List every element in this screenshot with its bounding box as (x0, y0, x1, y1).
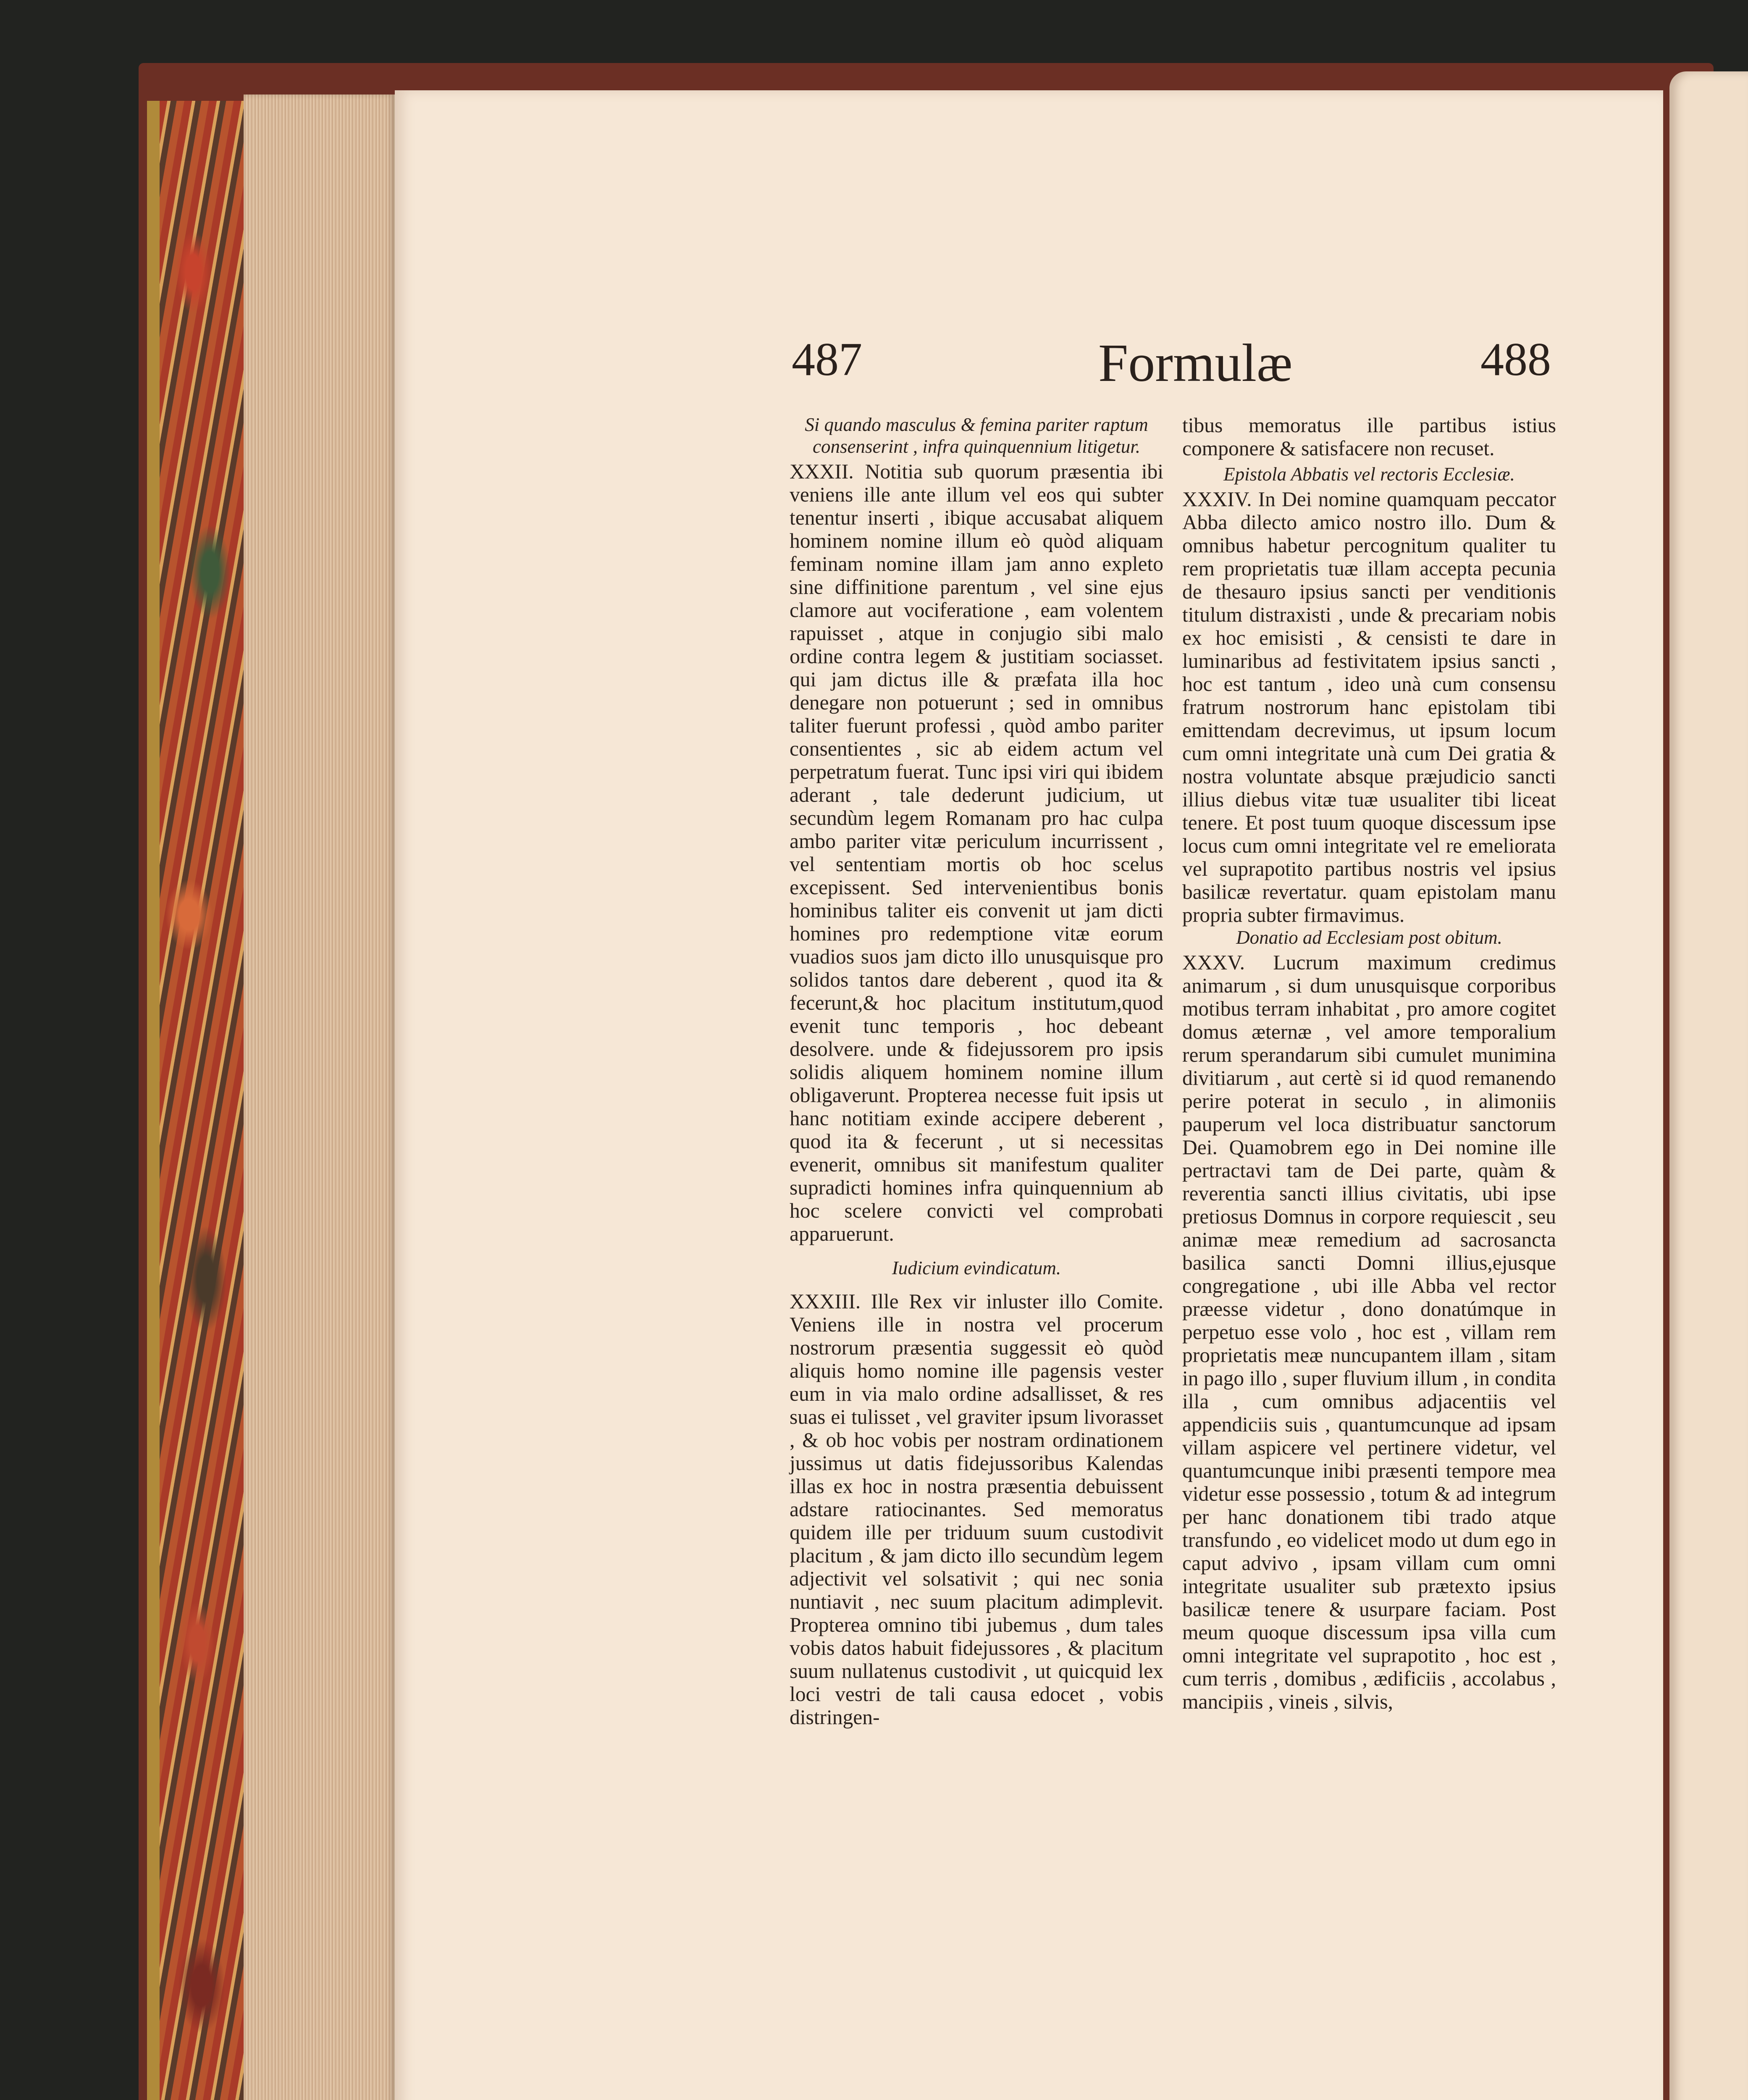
page-edges (244, 94, 395, 2100)
section-heading: Epistola Abbatis vel rectoris Ecclesiæ. (1223, 464, 1515, 485)
left-text-column (790, 414, 1163, 1729)
section-heading: Iudicium evindicatum. (892, 1257, 1061, 1278)
section-heading: Donatio ad Ecclesiam post obitum. (1236, 927, 1502, 948)
page-number-right: 488 (1480, 333, 1551, 386)
section-paragraph: XXXII. Notitia sub quorum præsentia ibi veniens ille ante illum vel eos qui subter tenentur inserti , ibique accusabat aliquem hominem nomine illum eò quòd aliquam feminam nomine illam jam anno expleto sine diffinitione parentum , vel sine ejus clamore aut vociferatione , eam volentem rapuisset , atque in conjugio sibi malo ordine contra legem & justitiam sociasset. qui jam dictus ille & præfata illa hoc denegare non potuerunt ; sed in omnibus taliter fuerunt professi , quòd ambo pariter consentientes , sic ab eidem actum vel perpetratum fuerat. Tunc ipsi viri qui ibidem aderant , tale dederunt judicium, ut secundùm legem Romanam pro hac culpa ambo pariter vitæ periculum incurrissent , vel sententiam mortis ob hoc scelus excepissent. Sed intervenientibus bonis hominibus taliter eis convenit ut jam dicti homines pro redemptione vitæ eorum vuadios suos jam dicto illo unusquisque pro solidos tantos dare deberent , quod ita & fecerunt,& hoc placitum institutum,quod evenit tunc temporis , hoc debeant desolvere. unde & fidejussorem pro ipsis solidis aliquem hominem nomine illum obligaverunt. Propterea necesse fuit ipsis ut hanc notitiam exinde accipere deberent , quod ita & fecerunt , ut si necessitas evenerit, omnibus sit manifestum qualiter supradicti homines infra quinquennium ab hoc scelere convicti vel comprobati apparuerunt. (790, 460, 1163, 1245)
running-title: Formulæ (1098, 333, 1293, 393)
marbled-endpaper (147, 101, 244, 2100)
continued-paragraph: tibus memoratus ille partibus istius componere & satisfacere non recuset. (1182, 414, 1556, 460)
section-paragraph: XXXIV. In Dei nomine quamquam peccator Abba dilecto amico nostro illo. Dum & omnibus habetur percognitum qualiter tu rem proprietatis tuæ illam accepta pecunia de thesauro ipsius sancti per venditionis titulum distraxisti , unde & precariam nobis ex hoc emisisti , & censisti te dare in luminaribus ad festivitatem ipsius sancti , hoc est tantum , ideo unà cum consensu fratrum nostrorum hanc epistolam tibi emittendam decrevimus, ut ipsum locum cum omni integritate unà cum Dei gratia & nostra voluntate absque præjudicio sancti illius diebus vitæ tuæ usualiter tibi liceat tenere. Et post tuum quoque discessum ipse locus cum omni integritate vel re emeliorata vel suprapotito partibus nostris vel ipsius basilicæ revertatur. quam epistolam manu propria subter firmavimus. (1182, 488, 1556, 927)
section-heading: Si quando masculus & femina pariter raptum consenserint , infra quinquennium litigetur. (805, 414, 1148, 457)
section-paragraph: XXXV. Lucrum maximum credimus animarum , si dum unusquisque corporibus motibus terram inhabitat , pro amore cogitet domus æternæ , vel amore temporalium rerum sperandarum sibi cumulet munimina divitiarum , aut certè si id quod remanendo perire poterat in seculo , in alimoniis pauperum vel loca distribuatur sanctorum Dei. Quamobrem ego in Dei nomine ille pertractavi tam de Dei parte, quàm & reverentia sancti illius civitatis, ubi ipse pretiosus Domnus in corpore requiescit , seu animæ meæ remedium ad sacrosancta basilica sancti Domni illius,ejusque congregatione , ubi ille Abba vel rector præesse videtur , dono donatúmque in perpetuo esse volo , hoc est , villam rem proprietatis meæ nuncupantem illam , sitam in pago illo , super fluvium illum , in condita illa , cum omnibus adjacentiis vel appendiciis suis , quantumcunque ad ipsam villam aspicere vel pertinere videtur, vel quantumcunque inibi præsenti tempore mea videtur esse possessio , totum & ad integrum per hanc donationem tibi trado atque transfundo , eo videlicet modo ut dum ego in caput advivo , ipsam villam cum omni integritate usualiter sub prætexto ipsius basilicæ tenere & usurpare faciam. Post meum quoque discessum ipsa villa cum omni integritate vel suprapotito , hoc est , cum terris , domibus , ædificiis , accolabus , mancipiis , vineis , silvis, (1182, 951, 1556, 1713)
section-paragraph: XXXIII. Ille Rex vir inluster illo Comite. Veniens ille in nostra vel procerum nostrorum præsentia suggessit eò quòd aliquis homo nomine ille pagensis vester eum in via malo ordine adsallisset, & res suas ei tulisset , vel graviter ipsum livorasset , & ob hoc vobis per nostram ordinationem jussimus ut datis fidejussoribus Kalendas illas ex hoc in nostra præsentia debuissent adstare ratiocinantes. Sed memoratus quidem ille per triduum suum custodivit placitum , & jam dicto illo secundùm legem adjectivit vel solsativit ; qui nec sonia nuntiavit , nec suum placitum adimplevit. Propterea omnino tibi jubemus , dum tales vobis datos habuit fidejussores , & placitum suum nullatenus custodivit , ut quicquid lex loci vestri de tali causa edocet , vobis distringen- (790, 1290, 1163, 1729)
page-number-left: 487 (792, 333, 862, 386)
right-text-column (1182, 414, 1556, 1713)
facing-page-edge (1669, 71, 1748, 2100)
